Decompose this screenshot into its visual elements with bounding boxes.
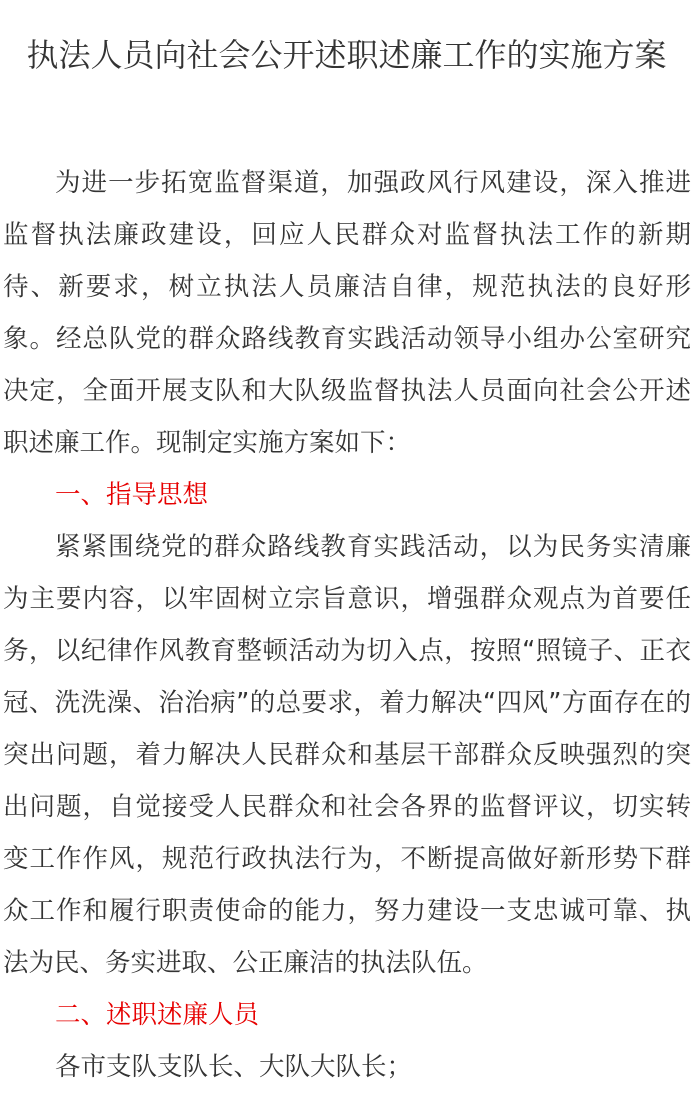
section-heading-reporting-personnel: 二、述职述廉人员 xyxy=(55,1000,260,1030)
section-paragraph-reporting-personnel: 各市支队支队长、大队大队长； xyxy=(55,1052,413,1082)
intro-paragraph: 为进一步拓宽监督渠道，加强政风行风建设，深入推进监督执法廉政建设，回应人民群众对监督执法工作的新期待、新要求，树立执法人员廉洁自律，规范执法的良好形象。经总队党的群众路线教育实践活动领导小组办公室研究决定，全面开展支队和大队级监督执法人员面向社会公开述职述廉工作。现制定实施方案如下： xyxy=(3,168,691,458)
section-heading-guiding-ideology: 一、指导思想 xyxy=(55,480,209,510)
section-paragraph-guiding-ideology: 紧紧围绕党的群众路线教育实践活动，以为民务实清廉为主要内容，以牢固树立宗旨意识，增强群众观点为首要任务，以纪律作风教育整顿活动为切入点，按照“照镜子、正衣冠、洗洗澡、治治病”的总要求，着力解决“四风”方面存在的突出问题，着力解决人民群众和基层干部群众反映强烈的突出问题，自觉接受人民群众和社会各界的监督评议，切实转变工作作风，规范行政执法行为，不断提高做好新形势下群众工作和履行职责使命的能力，努力建设一支忠诚可靠、执法为民、务实进取、公正廉洁的执法队伍。 xyxy=(3,532,691,978)
document-title: 执法人员向社会公开述职述廉工作的实施方案 xyxy=(26,36,667,74)
document-body xyxy=(3,157,691,1093)
